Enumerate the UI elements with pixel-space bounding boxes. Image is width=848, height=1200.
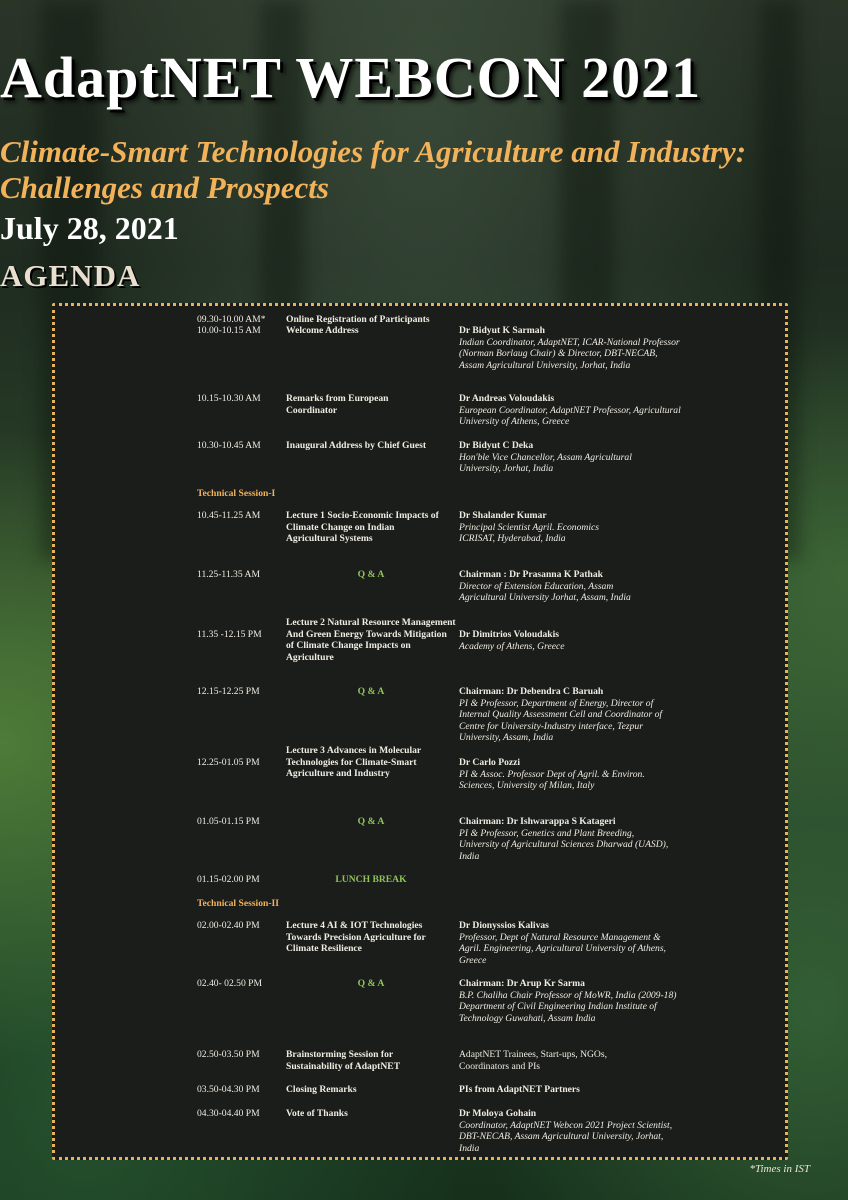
time-slot: 10.30-10.45 AM bbox=[197, 440, 261, 451]
subtitle-line-2: Challenges and Prospects bbox=[0, 170, 329, 205]
speaker-name: PIs from AdaptNET Partners bbox=[459, 1084, 580, 1095]
event-title: Lecture 1 Socio-Economic Impacts of Climate Change on Indian Agricultural Systems bbox=[286, 510, 439, 544]
speaker-name: Dr Andreas Voloudakis bbox=[459, 393, 555, 404]
speaker bbox=[459, 629, 609, 652]
time-slot: 01.15-02.00 PM bbox=[197, 874, 260, 885]
speaker bbox=[459, 686, 684, 744]
speaker bbox=[459, 1108, 684, 1154]
time-slot: 10.00-10.15 AM bbox=[197, 325, 261, 336]
session-heading: Technical Session-I bbox=[197, 488, 276, 499]
speaker bbox=[459, 757, 659, 792]
speaker bbox=[459, 978, 684, 1024]
speaker bbox=[459, 1084, 684, 1096]
time-slot: 12.25-01.05 PM bbox=[197, 757, 260, 768]
agenda-panel bbox=[52, 303, 788, 1160]
time-slot: 02.40- 02.50 PM bbox=[197, 978, 263, 989]
speaker bbox=[459, 1049, 649, 1072]
time-slot: 09.30-10.00 AM* bbox=[197, 314, 266, 325]
speaker bbox=[459, 569, 649, 604]
q-and-a-label: Q & A bbox=[357, 686, 385, 697]
speaker-name: Chairman: Dr Debendra C Baruah bbox=[459, 686, 604, 697]
event-title: Online Registration of Participants bbox=[286, 314, 430, 325]
event-subtitle bbox=[0, 134, 848, 206]
speaker-affiliation: Professor, Dept of Natural Resource Management & Agril. Engineering, Agricultural University of Athens, Greece bbox=[459, 931, 666, 966]
speaker-affiliation: Director of Extension Education, Assam Agricultural University Jorhat, Assam, India bbox=[459, 580, 631, 603]
speaker-affiliation: Hon'ble Vice Chancellor, Assam Agricultural University, Jorhat, India bbox=[459, 451, 632, 474]
speaker-affiliation: Indian Coordinator, AdaptNET, ICAR-National Professor (Norman Borlaug Chair) & Director, DBT-NECAB, Assam Agricultural University, Jorhat, India bbox=[459, 336, 680, 371]
speaker-name: Dr Bidyut C Deka bbox=[459, 440, 534, 451]
time-slot: 10.15-10.30 AM bbox=[197, 393, 261, 404]
time-slot: 03.50-04.30 PM bbox=[197, 1084, 260, 1095]
speaker bbox=[459, 393, 689, 428]
time-slot: 01.05-01.15 PM bbox=[197, 816, 260, 827]
q-and-a-label: Q & A bbox=[357, 569, 385, 580]
time-slot: 04.30-04.40 PM bbox=[197, 1108, 260, 1119]
event-title: Inaugural Address by Chief Guest bbox=[286, 440, 427, 451]
time-slot: 11.35 -12.15 PM bbox=[197, 629, 262, 640]
speaker-affiliation: PI & Professor, Department of Energy, Director of Internal Quality Assessment Cell and Coordinator of Centre for University-Industry interface, Tezpur University, Assam, India bbox=[459, 697, 663, 743]
speaker-affiliation: B.P. Chaliha Chair Professor of MoWR, India (2009-18) Department of Civil Engineering Indian Institute of Technology Guwahati, Assam India bbox=[459, 989, 677, 1024]
speaker-name: Dr Moloya Gohain bbox=[459, 1108, 537, 1119]
subtitle-line-1: Climate-Smart Technologies for Agriculture and Industry: bbox=[0, 134, 747, 169]
speaker-name: Dr Dimitrios Voloudakis bbox=[459, 629, 560, 640]
time-slot: 11.25-11.35 AM bbox=[197, 569, 260, 580]
time-slot: 02.50-03.50 PM bbox=[197, 1049, 260, 1060]
time-slot: 02.00-02.40 PM bbox=[197, 920, 260, 931]
event-title: Welcome Address bbox=[286, 325, 359, 336]
event-title: Brainstorming Session for Sustainability of AdaptNET bbox=[286, 1049, 401, 1072]
speaker-affiliation: PI & Professor, Genetics and Plant Breeding, University of Agricultural Sciences Dharwad (UASD), India bbox=[459, 827, 669, 862]
speaker bbox=[459, 816, 674, 862]
event-title: Lecture 2 Natural Resource Management And Green Energy Towards Mitigation of Climate Change Impacts on Agriculture bbox=[286, 617, 456, 663]
speaker-affiliation: Coordinator, AdaptNET Webcon 2021 Project Scientist, DBT-NECAB, Assam Agricultural University, Jorhat, India bbox=[459, 1119, 673, 1154]
event-title: Remarks from European Coordinator bbox=[286, 393, 389, 416]
speaker-affiliation: European Coordinator, AdaptNET Professor, Agricultural University of Athens, Greece bbox=[459, 404, 681, 427]
speaker-name: Chairman: Dr Arup Kr Sarma bbox=[459, 978, 585, 989]
speaker bbox=[459, 440, 659, 475]
event-title: Vote of Thanks bbox=[286, 1108, 348, 1119]
speaker-name: Dr Carlo Pozzi bbox=[459, 757, 521, 768]
time-slot: 12.15-12.25 PM bbox=[197, 686, 260, 697]
speaker-name: Dr Bidyut K Sarmah bbox=[459, 325, 545, 336]
event-date: July 28, 2021 bbox=[0, 210, 179, 246]
speaker-affiliation: Academy of Athens, Greece bbox=[459, 640, 565, 652]
session-heading: Technical Session-II bbox=[197, 898, 280, 909]
speaker-name: Chairman : Dr Prasanna K Pathak bbox=[459, 569, 604, 580]
speaker-name: AdaptNET Trainees, Start-ups, NGOs, Coordinators and PIs bbox=[459, 1049, 607, 1072]
speaker-affiliation: PI & Assoc. Professor Dept of Agril. & Environ. Sciences, University of Milan, Italy bbox=[459, 768, 645, 791]
event-title: Lecture 3 Advances in Molecular Technologies for Climate-Smart Agriculture and Industry bbox=[286, 745, 422, 779]
timezone-footnote: *Times in IST bbox=[749, 1163, 810, 1175]
q-and-a-label: Q & A bbox=[357, 978, 385, 989]
speaker bbox=[459, 510, 609, 545]
speaker bbox=[459, 325, 684, 371]
event-title: Lecture 4 AI & IOT Technologies Towards Precision Agriculture for Climate Resilience bbox=[286, 920, 426, 954]
speaker-name: Chairman: Dr Ishwarappa S Katageri bbox=[459, 816, 616, 827]
q-and-a-label: Q & A bbox=[357, 816, 385, 827]
speaker bbox=[459, 920, 684, 966]
speaker-affiliation: Principal Scientist Agril. Economics ICRISAT, Hyderabad, India bbox=[459, 521, 599, 544]
event-title: Closing Remarks bbox=[286, 1084, 357, 1095]
lunch-break-label: LUNCH BREAK bbox=[335, 874, 407, 885]
event-title: AdaptNET WEBCON 2021 bbox=[0, 45, 702, 110]
agenda-heading: AGENDA bbox=[0, 258, 141, 293]
speaker-name: Dr Shalander Kumar bbox=[459, 510, 547, 521]
time-slot: 10.45-11.25 AM bbox=[197, 510, 261, 521]
speaker-name: Dr Dionyssios Kalivas bbox=[459, 920, 549, 931]
